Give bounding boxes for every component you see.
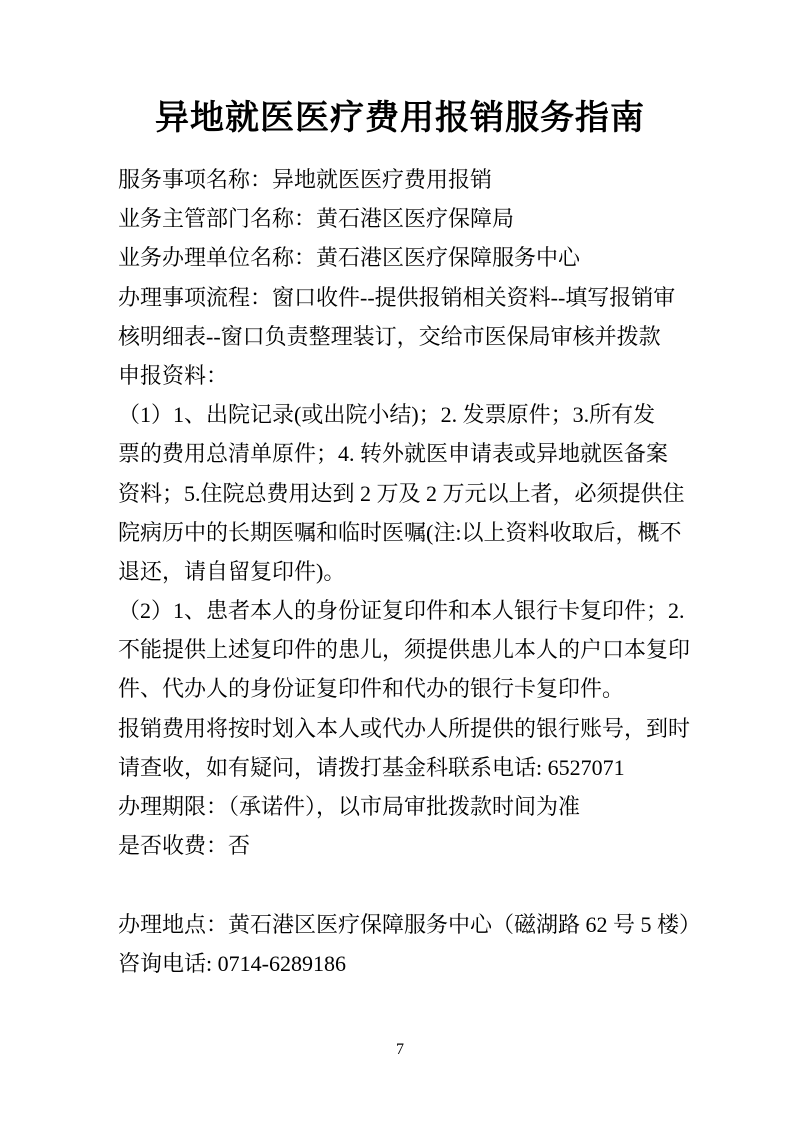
- document-body: [118, 160, 702, 983]
- document-line: 件、代办人的身份证复印件和代办的银行卡复印件。: [118, 676, 625, 702]
- page-number: 7: [396, 1041, 404, 1058]
- document-line: 核明细表--窗口负责整理装订，交给市医保局审核并拨款: [118, 323, 661, 349]
- document-line: 院病历中的长期医嘱和临时医嘱(注:以上资料收取后，概不: [118, 519, 682, 545]
- document-line: 服务事项名称：异地就医医疗费用报销: [118, 167, 493, 192]
- document-line: 报销费用将按时划入本人或代办人所提供的银行账号，到时: [118, 715, 691, 741]
- document-line: 申报资料：: [118, 362, 229, 388]
- document-line: 资料；5.住院总费用达到 2 万及 2 万元以上者，必须提供住: [118, 480, 685, 506]
- document-line: 业务主管部门名称：黄石港区医疗保障局: [118, 206, 515, 232]
- document-line: （1）1、出院记录(或出院小结)；2. 发票原件；3.所有发: [118, 402, 656, 428]
- document-blank-line: [118, 865, 688, 904]
- document-line: 票的费用总清单原件；4. 转外就医申请表或异地就医备案: [118, 441, 669, 467]
- document-title: 异地就医医疗费用报销服务指南: [155, 100, 645, 137]
- document-line: 办理期限：（承诺件），以市局审批拨款时间为准: [118, 794, 581, 819]
- document-line: （2）1、患者本人的身份证复印件和本人银行卡复印件；2.: [118, 598, 685, 624]
- document-line: 退还，请自留复印件)。: [118, 558, 346, 584]
- document-line: 办理事项流程：窗口收件--提供报销相关资料--填写报销审: [118, 284, 676, 310]
- document-line: 办理地点：黄石港区医疗保障服务中心（磁湖路 62 号 5 楼）: [118, 911, 702, 937]
- document-line: 是否收费：否: [118, 833, 251, 859]
- document-line: 咨询电话: 0714-6289186: [118, 950, 346, 976]
- document-line: 不能提供上述复印件的患儿，须提供患儿本人的户口本复印: [118, 637, 691, 663]
- document-line: 业务办理单位名称：黄石港区医疗保障服务中心: [118, 245, 581, 271]
- document-line: 请查收，如有疑问，请拨打基金科联系电话: 6527071: [118, 754, 625, 780]
